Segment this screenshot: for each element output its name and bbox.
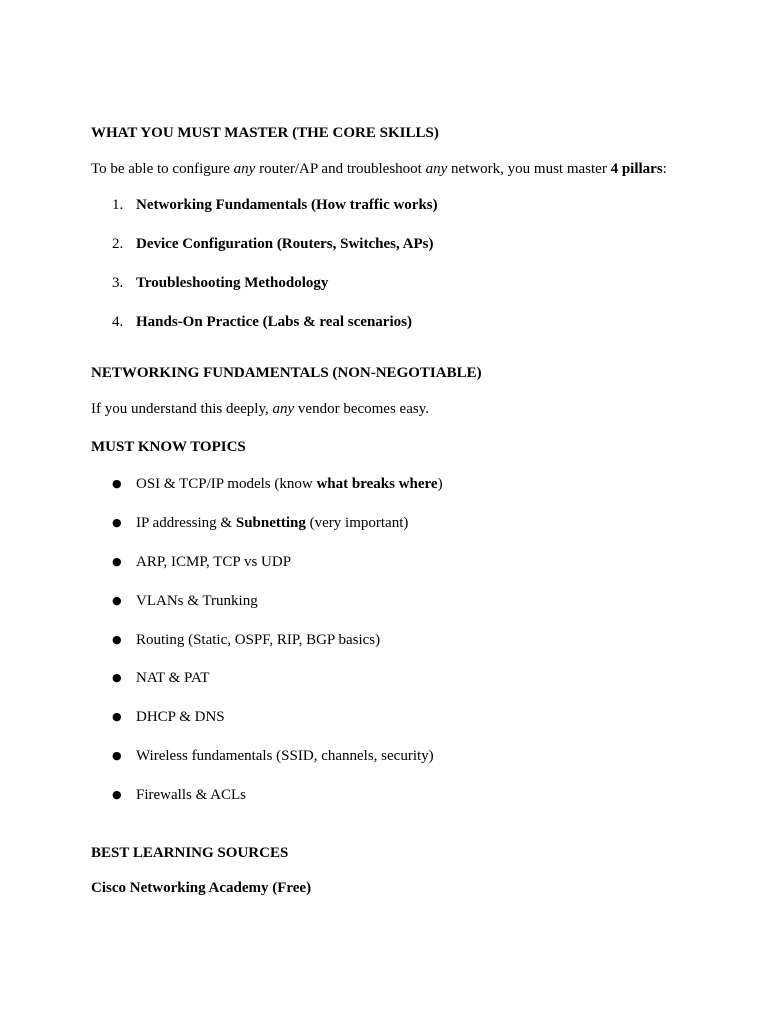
bullet-icon: ● [112, 555, 122, 568]
core-skills-intro: To be able to configure any router/AP and troubleshoot any network, you must master 4 pillars: [91, 161, 667, 177]
bullet-icon: ● [112, 749, 122, 762]
bullet-icon: ● [112, 710, 122, 723]
pillar-item: Device Configuration (Routers, Switches, APs) [136, 236, 434, 252]
source-item-cisco: Cisco Networking Academy (Free) [91, 880, 312, 896]
pillar-number: 2. [112, 236, 124, 252]
pillar-item: Networking Fundamentals (How traffic works) [136, 197, 438, 213]
pillar-number: 1. [112, 197, 124, 213]
bullet-icon: ● [112, 516, 122, 529]
bullet-icon: ● [112, 633, 122, 646]
pillar-number: 4. [112, 314, 124, 330]
topic-item: DHCP & DNS [136, 709, 225, 725]
bullet-icon: ● [112, 788, 122, 801]
section-heading-must-know-topics: MUST KNOW TOPICS [91, 439, 246, 455]
pillar-number: 3. [112, 275, 124, 291]
fundamentals-intro: If you understand this deeply, any vendor becomes easy. [91, 401, 429, 417]
topic-item-osi: OSI & TCP/IP models (know what breaks where) [136, 476, 443, 492]
topic-item: ARP, ICMP, TCP vs UDP [136, 554, 292, 570]
topic-item: Routing (Static, OSPF, RIP, BGP basics) [136, 632, 381, 648]
section-heading-core-skills: WHAT YOU MUST MASTER (THE CORE SKILLS) [91, 125, 439, 141]
topic-item: NAT & PAT [136, 670, 210, 686]
section-heading-learning-sources: BEST LEARNING SOURCES [91, 845, 289, 861]
section-heading-fundamentals: NETWORKING FUNDAMENTALS (NON-NEGOTIABLE) [91, 365, 482, 381]
topic-item: Wireless fundamentals (SSID, channels, security) [136, 748, 434, 764]
topic-item-ip: IP addressing & Subnetting (very important) [136, 515, 409, 531]
pillar-item: Hands-On Practice (Labs & real scenarios) [136, 314, 412, 330]
bullet-icon: ● [112, 671, 122, 684]
topic-item: VLANs & Trunking [136, 593, 258, 609]
pillar-item: Troubleshooting Methodology [136, 275, 329, 291]
bullet-icon: ● [112, 594, 122, 607]
bullet-icon: ● [112, 477, 122, 490]
topic-item: Firewalls & ACLs [136, 787, 247, 803]
